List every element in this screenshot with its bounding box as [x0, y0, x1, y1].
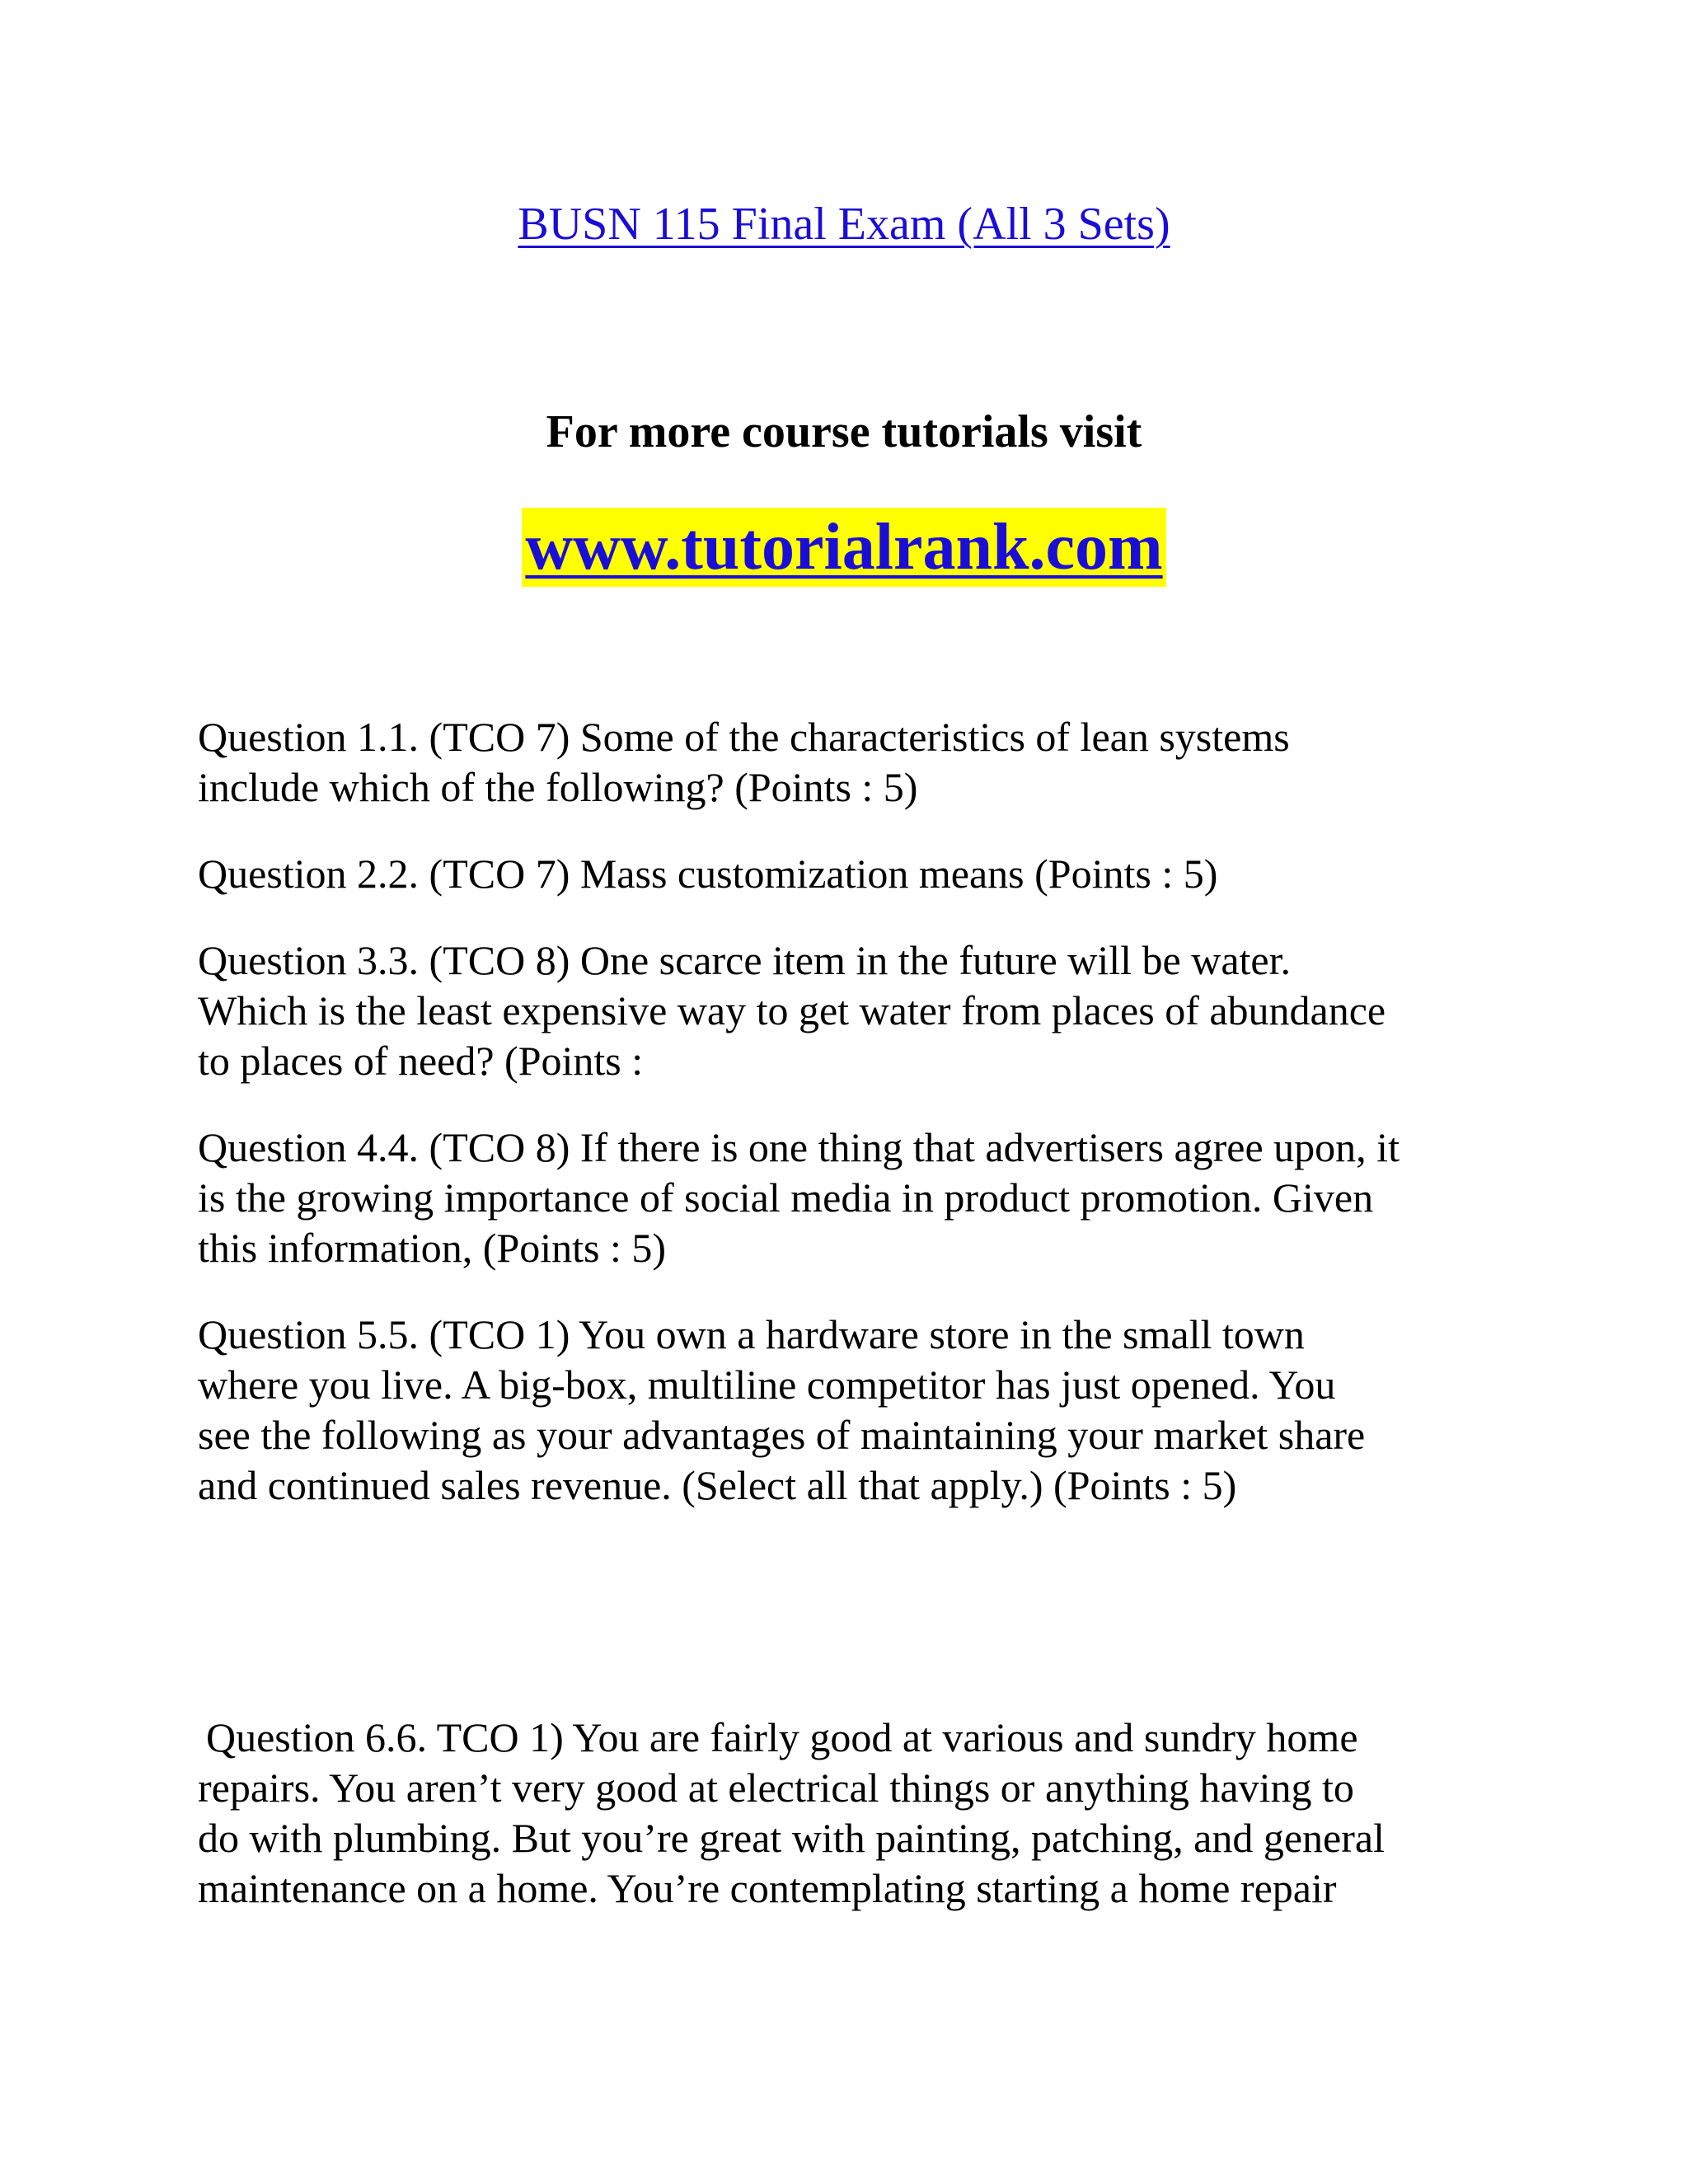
question-line: and continued sales revenue. (Select all that apply.) (Points : 5) [198, 1462, 1237, 1508]
question-line: do with plumbing. But you’re great with painting, patching, and general [198, 1815, 1385, 1861]
question-3 [198, 935, 1500, 1086]
question-line: repairs. You aren’t very good at electrical things or anything having to [198, 1765, 1354, 1811]
question-line: Question 1.1. (TCO 7) Some of the characteristics of lean systems [198, 714, 1290, 760]
question-line: maintenance on a home. You’re contemplating starting a home repair [198, 1865, 1337, 1911]
question-line: Question 5.5. (TCO 1) You own a hardware store in the small town [198, 1311, 1305, 1357]
question-line: Question 4.4. (TCO 8) If there is one thing that advertisers agree upon, it [198, 1124, 1400, 1170]
question-line: include which of the following? (Points : 5) [198, 764, 918, 810]
website-link[interactable]: www.tutorialrank.com [522, 508, 1165, 587]
subheading: For more course tutorials visit [546, 406, 1142, 457]
question-line: Question 2.2. (TCO 7) Mass customization means (Points : 5) [198, 851, 1218, 897]
question-line: Question 3.3. (TCO 8) One scarce item in the future will be water. [198, 937, 1292, 983]
question-line: see the following as your advantages of maintaining your market share [198, 1412, 1366, 1458]
question-line: this information, (Points : 5) [198, 1225, 667, 1271]
title-link[interactable]: BUSN 115 Final Exam (All 3 Sets) [518, 199, 1170, 250]
website-container [0, 508, 1688, 587]
document-title [0, 194, 1688, 254]
question-line: is the growing importance of social media in product promotion. Given [198, 1174, 1374, 1221]
question-line: Which is the least expensive way to get water from places of abundance [198, 987, 1386, 1033]
question-5 [198, 1310, 1500, 1511]
question-1 [198, 712, 1500, 813]
question-2 [198, 849, 1500, 899]
question-4 [198, 1122, 1500, 1273]
question-6 [198, 1713, 1500, 1914]
question-line: Question 6.6. TCO 1) You are fairly good at various and sundry home [206, 1714, 1358, 1760]
question-line: to places of need? (Points : [198, 1038, 644, 1084]
question-line: where you live. A big-box, multiline competitor has just opened. You [198, 1361, 1336, 1408]
questions-list [198, 712, 1500, 1950]
